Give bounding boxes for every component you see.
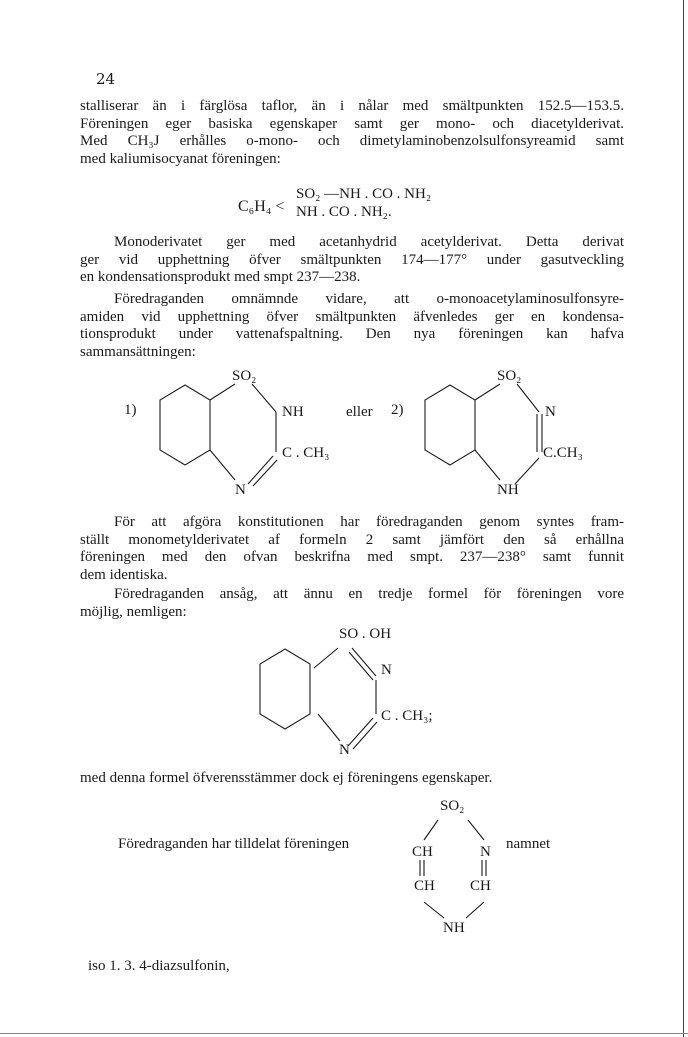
structure-4-nh: NH [443, 920, 465, 936]
bond [314, 648, 338, 668]
text-line: Föreningen eger basiska egenskaper samt ger mono- och diacetylderivat. [80, 115, 624, 132]
text-line: ger vid upphettning öfver smältpunkten 174—177° under gasutveckling [80, 251, 624, 268]
bond [475, 450, 500, 480]
structure-4-diagram [400, 810, 520, 930]
structure-2-so2: SO₂ [497, 368, 522, 384]
structure-3-diagram [240, 644, 400, 754]
eller-word: eller [346, 404, 373, 420]
benzene-ring [260, 649, 310, 729]
text-line: dem identiska. [80, 566, 168, 583]
page-edge-right [683, 0, 684, 1037]
paragraph-1 [80, 98, 624, 168]
text-line: Monoderivatet ger med acetanhydrid acetylderivat. Detta derivat [114, 234, 624, 250]
text-line: ställt monometylderivatet af formeln 2 samt jämfört den så erhållna [80, 531, 624, 548]
bond [466, 902, 484, 918]
structure-4-n-right: N [480, 844, 491, 860]
bond [468, 820, 484, 840]
text-line: tionsprodukt under vattenafspaltning. Den nya föreningen kan hafva [80, 326, 624, 342]
paragraph-2 [80, 234, 624, 287]
text-line: amiden vid upphettning öfver smältpunkten äfvenledes ger en kondensa- [80, 308, 624, 325]
paragraph-3 [80, 291, 624, 361]
paragraph-5 [80, 586, 624, 621]
structure-1-n: N [235, 482, 246, 498]
text-line: föreningen med den ofvan beskrifna med smpt. 237—238° samt funnit [80, 549, 624, 565]
bond [318, 714, 340, 741]
formula-bottom: NH . CO . NH₂. [296, 204, 392, 220]
bond [515, 458, 539, 484]
structure-4-so2: SO₂ [440, 798, 465, 814]
page-edge-bottom [0, 1033, 688, 1034]
bond [349, 652, 373, 680]
text-line: Föredraganden omnämnde vidare, att o-monoacetylaminosulfonsyre- [114, 291, 624, 307]
structure-1-so2: SO₂ [232, 368, 257, 384]
structure-3-sooh: SO . OH [339, 626, 392, 642]
structure-4-ch-lower-right: CH [470, 878, 491, 894]
benzene-ring [425, 385, 475, 465]
structure-4-ch-left: CH [412, 844, 433, 860]
bond [424, 820, 438, 840]
text-line: med kaliumisocyanat föreningen: [80, 150, 281, 167]
paragraph-7-namnet: namnet [506, 836, 551, 852]
benzene-ring [160, 385, 210, 465]
bond [210, 450, 235, 480]
page-number: 24 [96, 70, 116, 88]
text-line: Med CH₃J erhålles o-mono- och dimetylaminobenzolsulfonsyreamid samt [80, 133, 624, 149]
bond [253, 460, 277, 486]
bond [252, 384, 276, 412]
formula-top: SO₂ —NH . CO . NH₂ [296, 186, 432, 202]
text-line: en kondensationsprodukt med smpt 237—238. [80, 269, 361, 285]
text-line: med denna formel öfverensstämmer dock ej föreningens egenskaper. [80, 770, 493, 786]
text-line: Föredraganden ansåg, att ännu en tredje formel för föreningen vore [114, 586, 624, 602]
structure-1-diagram [140, 380, 290, 490]
structure-1-number: 1) [124, 402, 137, 418]
bond [424, 902, 444, 918]
paragraph-6 [80, 770, 624, 788]
structure-3-n-top: N [381, 662, 392, 678]
text-line: sammansättningen: [80, 343, 196, 360]
bond [475, 384, 500, 400]
structure-1-nh: NH [282, 404, 304, 420]
structure-4-ch-lower-left: CH [414, 878, 435, 894]
structure-3-cch3: C . CH₃; [381, 708, 433, 724]
structure-2-nh: NH [497, 482, 519, 498]
bond [353, 722, 377, 749]
bond [517, 384, 539, 412]
bond [352, 648, 376, 676]
text-line: stalliserar än i färglösa taflor, än i nålar med smältpunkten 152.5—153.5. [80, 98, 624, 114]
structure-2-number: 2) [391, 402, 404, 418]
structure-2-n: N [545, 404, 556, 420]
structure-1-cch3: C . CH₃ [282, 445, 330, 461]
paragraph-7-text: Föredraganden har tilldelat föreningen [118, 836, 350, 852]
text-line: möjlig, nemligen: [80, 603, 187, 620]
structure-2-diagram [405, 380, 555, 490]
final-line: iso 1. 3. 4-diazsulfonin, [88, 958, 230, 974]
bond [210, 384, 235, 400]
bond [348, 718, 373, 746]
formula-prefix: C₆H₄ < [238, 198, 285, 215]
structure-2-cch3: C.CH₃ [543, 445, 583, 461]
paragraph-4 [80, 514, 624, 584]
structure-3-n-bottom: N [339, 742, 350, 758]
text-line: För att afgöra konstitutionen har föredraganden genom syntes fram- [114, 514, 624, 530]
bond [248, 456, 273, 484]
